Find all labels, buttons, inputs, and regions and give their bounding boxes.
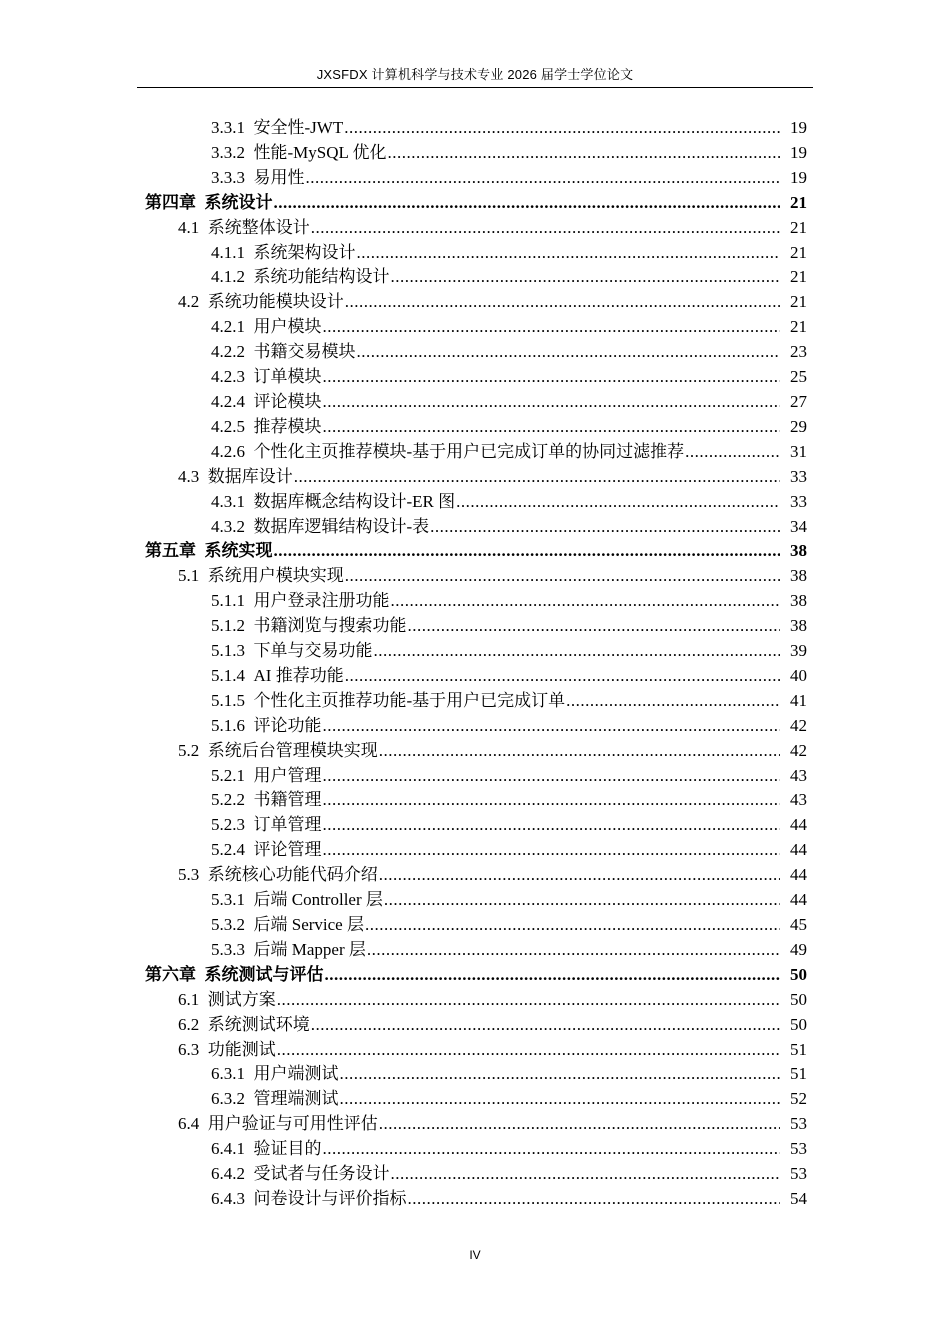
toc-entry-number: 3.3.2 (211, 142, 245, 162)
toc-entry-page: 38 (790, 541, 807, 561)
toc-entry-number: 5.1.2 (211, 616, 245, 636)
toc-leader-dots (408, 1187, 781, 1212)
toc-entry[interactable] (0, 440, 950, 465)
toc-entry-number: 6.3.1 (211, 1064, 245, 1084)
toc-entry[interactable] (0, 1038, 950, 1063)
toc-entry-page: 25 (790, 367, 807, 387)
toc-entry[interactable] (0, 1162, 950, 1187)
toc-entry-gap (245, 365, 254, 390)
toc-entry-gap (245, 1162, 254, 1187)
toc-entry-number: 4.2 (178, 292, 200, 312)
toc-entry-number: 4.2.3 (211, 367, 245, 387)
toc-entry-gap (245, 788, 254, 813)
toc-entry[interactable] (0, 265, 950, 290)
toc-leader-dots (391, 265, 781, 290)
toc-entry-number: 5.2.3 (211, 815, 245, 835)
toc-entry-page: 44 (790, 840, 807, 860)
toc-entry-title: 书籍管理 (253, 790, 322, 810)
toc-entry-title: 书籍浏览与搜索功能 (253, 616, 407, 636)
toc-entry-page: 40 (790, 665, 807, 685)
toc-entry[interactable] (0, 191, 950, 216)
toc-entry-number: 3.3.3 (211, 167, 245, 187)
toc-entry-gap (245, 340, 254, 365)
toc-entry-number: 4.1 (178, 217, 200, 237)
toc-entry-page: 44 (790, 890, 807, 910)
toc-entry-page: 38 (790, 591, 807, 611)
toc-entry-title: 数据库逻辑结构设计-表 (253, 516, 430, 536)
toc-entry-number: 4.1.2 (211, 267, 245, 287)
toc-entry-title: 测试方案 (207, 989, 276, 1009)
toc-leader-dots (323, 415, 781, 440)
toc-leader-dots (323, 1137, 781, 1162)
toc-leader-dots (277, 1038, 780, 1063)
toc-leader-dots (384, 888, 780, 913)
toc-entry-gap (245, 888, 254, 913)
toc-entry-gap (199, 1038, 208, 1063)
toc-entry-page: 43 (790, 765, 807, 785)
toc-leader-dots (323, 764, 781, 789)
toc-entry-page: 53 (790, 1139, 807, 1159)
toc-entry-title: 推荐模块 (253, 416, 322, 436)
toc-entry-number: 6.1 (178, 989, 200, 1009)
toc-leader-dots (379, 739, 780, 764)
toc-entry[interactable] (0, 241, 950, 266)
toc-entry[interactable] (0, 365, 950, 390)
toc-leader-dots (367, 938, 780, 963)
toc-entry-number: 6.4.2 (211, 1164, 245, 1184)
toc-entry[interactable] (0, 714, 950, 739)
toc-entry-title: 书籍交易模块 (253, 342, 356, 362)
toc-entry-gap (199, 1112, 208, 1137)
toc-entry-gap (245, 241, 254, 266)
toc-entry[interactable] (0, 888, 950, 913)
toc-entry-page: 23 (790, 342, 807, 362)
toc-entry-page: 19 (790, 142, 807, 162)
toc-entry-page: 21 (790, 242, 807, 262)
toc-entry-number: 6.4.1 (211, 1139, 245, 1159)
toc-leader-dots (325, 963, 781, 988)
toc-entry-number: 5.3.3 (211, 939, 245, 959)
toc-entry[interactable] (0, 813, 950, 838)
toc-entry-gap (196, 191, 205, 216)
toc-entry-gap (245, 913, 254, 938)
toc-entry[interactable] (0, 1087, 950, 1112)
toc-entry-gap (245, 714, 254, 739)
toc-entry-title: 数据库概念结构设计-ER 图 (253, 491, 456, 511)
toc-entry-title: 管理端测试 (253, 1089, 339, 1109)
toc-entry-number: 第六章 (145, 964, 196, 984)
toc-entry-number: 5.3 (178, 865, 200, 885)
toc-entry-title: 系统功能结构设计 (253, 267, 390, 287)
toc-entry[interactable] (0, 739, 950, 764)
toc-entry-page: 51 (790, 1064, 807, 1084)
toc-entry-page: 21 (790, 217, 807, 237)
toc-entry-page: 41 (790, 690, 807, 710)
toc-entry-title: AI 推荐功能 (253, 665, 344, 685)
toc-leader-dots (357, 340, 781, 365)
toc-entry-page: 21 (790, 192, 807, 212)
toc-leader-dots (323, 838, 781, 863)
toc-entry-title: 用户管理 (253, 765, 322, 785)
toc-entry-gap (245, 265, 254, 290)
toc-entry-gap (245, 390, 254, 415)
toc-entry[interactable] (0, 216, 950, 241)
toc-entry-page: 54 (790, 1188, 807, 1208)
toc-entry-gap (199, 863, 208, 888)
toc-entry-page: 39 (790, 641, 807, 661)
toc-entry-page: 45 (790, 915, 807, 934)
toc-entry-title: 系统测试环境 (207, 1014, 310, 1034)
toc-entry-title: 系统功能模块设计 (207, 292, 344, 312)
toc-entry-page: 21 (790, 267, 807, 287)
toc-entry-page: 38 (790, 616, 807, 636)
toc-entry-number: 5.1.1 (211, 591, 245, 611)
toc-entry-gap (199, 216, 208, 241)
toc-leader-dots (456, 490, 780, 515)
toc-leader-dots (388, 141, 780, 166)
toc-leader-dots (323, 813, 781, 838)
toc-entry-title: 个性化主页推荐功能-基于用户已完成订单 (253, 690, 566, 710)
toc-entry[interactable] (0, 788, 950, 813)
toc-entry-gap (245, 938, 254, 963)
toc-entry-title: 系统测试与评估 (204, 964, 324, 984)
toc-entry-title: 后端 Mapper 层 (253, 939, 366, 959)
toc-entry-page: 38 (790, 566, 807, 586)
toc-leader-dots (311, 1013, 780, 1038)
toc-entry-gap (245, 689, 254, 714)
toc-entry[interactable] (0, 1137, 950, 1162)
toc-entry-title: 后端 Controller 层 (253, 890, 383, 910)
toc-entry[interactable] (0, 913, 950, 938)
toc-entry-title: 系统整体设计 (207, 217, 310, 237)
toc-entry-title: 系统用户模块实现 (207, 566, 344, 586)
toc-entry-gap (245, 1187, 254, 1212)
toc-leader-dots (345, 290, 780, 315)
toc-entry-page: 51 (790, 1039, 807, 1059)
toc-entry-page: 19 (790, 167, 807, 187)
toc-entry[interactable] (0, 490, 950, 515)
toc-entry[interactable] (0, 938, 950, 963)
toc-entry-gap (199, 1013, 208, 1038)
toc-entry[interactable] (0, 141, 950, 166)
toc-entry-title: 系统后台管理模块实现 (207, 740, 378, 760)
toc-entry-number: 4.1.1 (211, 242, 245, 262)
toc-entry[interactable] (0, 564, 950, 589)
toc-entry-title: 系统设计 (204, 192, 273, 212)
header-rule (137, 87, 813, 88)
toc-entry-number: 5.1.6 (211, 715, 245, 735)
toc-entry[interactable] (0, 116, 950, 141)
toc-entry-number: 5.2.2 (211, 790, 245, 810)
toc-entry-page: 29 (790, 416, 807, 436)
toc-leader-dots (379, 863, 780, 888)
toc-entry-gap (245, 838, 254, 863)
toc-entry-number: 4.3 (178, 466, 200, 486)
toc-leader-dots (323, 365, 781, 390)
toc-entry-page: 19 (790, 118, 807, 137)
toc-entry-gap (245, 116, 254, 141)
page-number: IV (469, 1248, 481, 1262)
toc-leader-dots (274, 539, 781, 564)
toc-entry-title: 用户验证与可用性评估 (207, 1114, 378, 1134)
toc-leader-dots (311, 216, 780, 241)
toc-entry-number: 6.3.2 (211, 1089, 245, 1109)
toc-entry-gap (196, 963, 205, 988)
toc-leader-dots (306, 166, 781, 191)
toc-entry-number: 5.2.1 (211, 765, 245, 785)
toc-entry-page: 27 (790, 391, 807, 411)
toc-entry-gap (245, 614, 254, 639)
toc-entry-gap (245, 639, 254, 664)
toc-entry-title: 个性化主页推荐模块-基于用户已完成订单的协同过滤推荐 (253, 441, 685, 461)
toc-leader-dots (379, 1112, 780, 1137)
toc-leader-dots (323, 315, 781, 340)
toc-entry-page: 21 (790, 317, 807, 337)
toc-entry-page: 49 (790, 939, 807, 959)
toc-entry-number: 6.4 (178, 1114, 200, 1134)
toc-entry-title: 评论管理 (253, 840, 322, 860)
toc-leader-dots (274, 191, 781, 216)
toc-entry-number: 4.3.1 (211, 491, 245, 511)
toc-entry-title: 订单管理 (253, 815, 322, 835)
toc-entry-title: 系统架构设计 (253, 242, 356, 262)
toc-entry-gap (245, 1062, 254, 1087)
toc-entry-gap (199, 739, 208, 764)
toc-leader-dots (566, 689, 780, 714)
toc-entry[interactable] (0, 614, 950, 639)
toc-leader-dots (345, 564, 780, 589)
toc-entry[interactable] (0, 988, 950, 1013)
toc-entry-page: 33 (790, 466, 807, 486)
toc-entry-number: 4.2.6 (211, 441, 245, 461)
toc-entry[interactable] (0, 290, 950, 315)
toc-entry[interactable] (0, 340, 950, 365)
toc-leader-dots (323, 714, 781, 739)
toc-leader-dots (323, 788, 781, 813)
toc-entry-title: 下单与交易功能 (253, 641, 373, 661)
toc-entry-page: 33 (790, 491, 807, 511)
toc-entry-number: 5.1.5 (211, 690, 245, 710)
toc-entry-number: 4.2.2 (211, 342, 245, 362)
toc-entry-title: 受试者与任务设计 (253, 1164, 390, 1184)
toc-entry[interactable] (0, 465, 950, 490)
toc-entry-title: 系统实现 (204, 541, 273, 561)
toc-entry-title: 数据库设计 (207, 466, 293, 486)
toc-entry-gap (245, 813, 254, 838)
toc-entry[interactable] (0, 838, 950, 863)
toc-entry-number: 第四章 (145, 192, 196, 212)
toc-entry-number: 5.1.3 (211, 641, 245, 661)
toc-entry-gap (245, 515, 254, 540)
toc-entry-number: 4.2.5 (211, 416, 245, 436)
toc-leader-dots (365, 913, 780, 938)
toc-entry-page: 21 (790, 292, 807, 312)
toc-entry-title: 用户端测试 (253, 1064, 339, 1084)
toc-leader-dots (430, 515, 780, 540)
toc-entry-page: 43 (790, 790, 807, 810)
toc-entry-number: 6.3 (178, 1039, 200, 1059)
toc-leader-dots (345, 664, 780, 689)
toc-leader-dots (685, 440, 780, 465)
toc-entry-gap (196, 539, 205, 564)
toc-entry-page: 34 (790, 516, 807, 536)
toc-leader-dots (294, 465, 780, 490)
toc-entry-number: 5.2 (178, 740, 200, 760)
toc-entry-number: 3.3.1 (211, 118, 245, 137)
toc-entry-gap (245, 141, 254, 166)
toc-entry-title: 用户模块 (253, 317, 322, 337)
toc-entry-title: 评论模块 (253, 391, 322, 411)
toc-entry-page: 52 (790, 1089, 807, 1109)
toc-entry-page: 53 (790, 1114, 807, 1134)
toc-entry-gap (245, 1137, 254, 1162)
toc-leader-dots (323, 390, 781, 415)
toc-entry-page: 31 (790, 441, 807, 461)
toc-entry-gap (199, 988, 208, 1013)
toc-entry[interactable] (0, 539, 950, 564)
toc-entry-gap (199, 290, 208, 315)
toc-entry-number: 5.1.4 (211, 665, 245, 685)
toc-entry-number: 5.2.4 (211, 840, 245, 860)
toc-leader-dots (344, 116, 780, 141)
toc-entry[interactable] (0, 963, 950, 988)
toc-entry-page: 50 (790, 1014, 807, 1034)
toc-entry-page: 42 (790, 715, 807, 735)
toc-entry-page: 50 (790, 989, 807, 1009)
toc-entry-title: 安全性-JWT (253, 118, 344, 137)
toc-entry[interactable] (0, 515, 950, 540)
toc-entry-title: 订单模块 (253, 367, 322, 387)
toc-entry-number: 6.2 (178, 1014, 200, 1034)
toc-leader-dots (374, 639, 781, 664)
toc-leader-dots (357, 241, 781, 266)
toc-entry-page: 50 (790, 964, 807, 984)
toc-entry-gap (245, 166, 254, 191)
toc-entry[interactable] (0, 390, 950, 415)
toc-entry[interactable] (0, 415, 950, 440)
toc-leader-dots (340, 1062, 781, 1087)
toc-entry-title: 用户登录注册功能 (253, 591, 390, 611)
toc-entry-number: 6.4.3 (211, 1188, 245, 1208)
toc-entry[interactable] (0, 1013, 950, 1038)
toc-entry[interactable] (0, 1187, 950, 1212)
toc-leader-dots (391, 589, 781, 614)
toc-entry-number: 4.2.1 (211, 317, 245, 337)
toc-entry-number: 5.1 (178, 566, 200, 586)
toc-entry[interactable] (0, 664, 950, 689)
toc-entry-title: 性能-MySQL 优化 (253, 142, 387, 162)
toc-entry-number: 4.3.2 (211, 516, 245, 536)
toc-entry-title: 系统核心功能代码介绍 (207, 865, 378, 885)
toc-entry[interactable] (0, 166, 950, 191)
running-header: JXSFDX 计算机科学与技术专业 2026 届学士学位论文 (316, 67, 634, 82)
toc-entry-number: 4.2.4 (211, 391, 245, 411)
toc-entry[interactable] (0, 689, 950, 714)
toc-entry[interactable] (0, 863, 950, 888)
toc-entry[interactable] (0, 764, 950, 789)
toc-leader-dots (391, 1162, 781, 1187)
toc-leader-dots (277, 988, 780, 1013)
toc-entry-number: 第五章 (145, 541, 196, 561)
toc-entry-title: 评论功能 (253, 715, 322, 735)
toc-entry-gap (199, 564, 208, 589)
toc-entry-page: 53 (790, 1164, 807, 1184)
toc-entry-page: 44 (790, 865, 807, 885)
toc-entry-gap (245, 1087, 254, 1112)
toc-entry-gap (245, 589, 254, 614)
toc-entry[interactable] (0, 589, 950, 614)
toc-entry-gap (199, 465, 208, 490)
toc-entry-gap (245, 440, 254, 465)
toc-entry[interactable] (0, 1112, 950, 1137)
toc-entry-title: 问卷设计与评价指标 (253, 1188, 407, 1208)
toc-entry-page: 44 (790, 815, 807, 835)
toc-entry-gap (245, 490, 254, 515)
toc-entry[interactable] (0, 639, 950, 664)
toc-entry-gap (245, 764, 254, 789)
table-of-contents (0, 116, 950, 1212)
toc-entry-page: 42 (790, 740, 807, 760)
toc-leader-dots (408, 614, 781, 639)
toc-entry-gap (245, 415, 254, 440)
toc-entry-title: 功能测试 (207, 1039, 276, 1059)
toc-entry-gap (245, 315, 254, 340)
toc-entry[interactable] (0, 315, 950, 340)
toc-entry-gap (245, 664, 254, 689)
toc-entry-title: 后端 Service 层 (253, 915, 364, 934)
toc-entry-number: 5.3.1 (211, 890, 245, 910)
toc-entry-number: 5.3.2 (211, 915, 245, 934)
toc-entry-title: 验证目的 (253, 1139, 322, 1159)
toc-leader-dots (340, 1087, 781, 1112)
toc-entry-title: 易用性 (253, 167, 305, 187)
toc-entry[interactable] (0, 1062, 950, 1087)
